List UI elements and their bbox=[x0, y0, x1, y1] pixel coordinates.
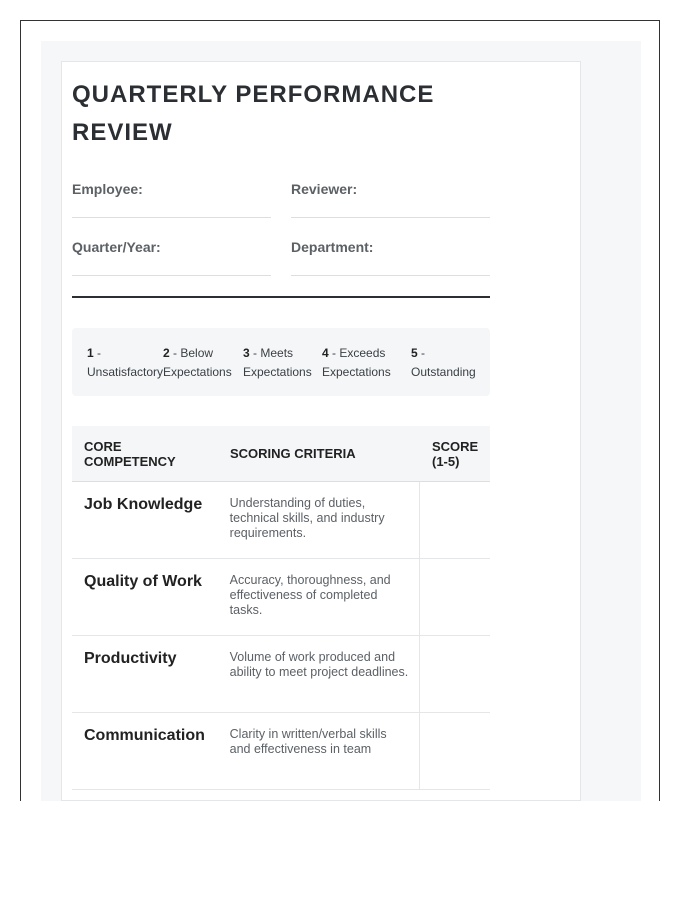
competency-name: Job Knowledge bbox=[84, 496, 203, 513]
employee-field[interactable] bbox=[72, 178, 271, 218]
header-core-competency: CORE COMPETENCY bbox=[84, 438, 176, 469]
info-fields bbox=[72, 178, 490, 276]
legend-item-1: 1 - Unsatisfactory bbox=[87, 346, 164, 379]
table-header bbox=[72, 426, 490, 482]
reviewer-field[interactable] bbox=[291, 178, 490, 218]
table-row bbox=[72, 559, 490, 636]
score-cell[interactable] bbox=[419, 636, 490, 712]
quarter-year-field[interactable] bbox=[72, 236, 271, 276]
competency-name: Communication bbox=[84, 727, 205, 744]
score-cell[interactable] bbox=[419, 713, 490, 789]
department-label: Department: bbox=[291, 239, 374, 255]
table-row bbox=[72, 713, 490, 790]
legend-item-5: 5 - Outstanding bbox=[411, 346, 476, 379]
title-line-1: QUARTERLY PERFORMANCE bbox=[72, 81, 435, 108]
employee-label: Employee: bbox=[72, 181, 143, 197]
quarter-year-label: Quarter/Year: bbox=[72, 239, 161, 255]
legend-item-4: 4 - Exceeds Expectations bbox=[322, 346, 391, 379]
competency-criteria: Understanding of duties, technical skills, and industry requirements. bbox=[229, 496, 385, 540]
competency-criteria: Accuracy, thoroughness, and effectiveness of completed tasks. bbox=[229, 573, 391, 617]
legend-item-3: 3 - Meets Expectations bbox=[243, 346, 312, 379]
competency-criteria: Clarity in written/verbal skills and effectiveness in team bbox=[229, 727, 387, 756]
section-divider bbox=[72, 296, 490, 298]
table-row bbox=[72, 482, 490, 559]
score-cell[interactable] bbox=[419, 482, 490, 558]
competency-name: Productivity bbox=[84, 650, 177, 667]
viewport-frame bbox=[20, 20, 660, 801]
header-scoring-criteria: SCORING CRITERIA bbox=[230, 446, 356, 461]
legend-item-2: 2 - Below Expectations bbox=[163, 346, 232, 379]
department-field[interactable] bbox=[291, 236, 490, 276]
reviewer-label: Reviewer: bbox=[291, 181, 358, 197]
rating-scale-legend bbox=[72, 328, 490, 396]
score-cell[interactable] bbox=[419, 559, 490, 635]
header-score: SCORE (1-5) bbox=[432, 438, 479, 469]
competency-criteria: Volume of work produced and ability to meet project deadlines. bbox=[229, 650, 409, 679]
competency-name: Quality of Work bbox=[84, 573, 202, 590]
review-form bbox=[72, 76, 490, 790]
competency-table bbox=[72, 426, 490, 790]
table-row bbox=[72, 636, 490, 713]
page-title bbox=[72, 76, 490, 152]
title-line-2: REVIEW bbox=[72, 119, 173, 146]
